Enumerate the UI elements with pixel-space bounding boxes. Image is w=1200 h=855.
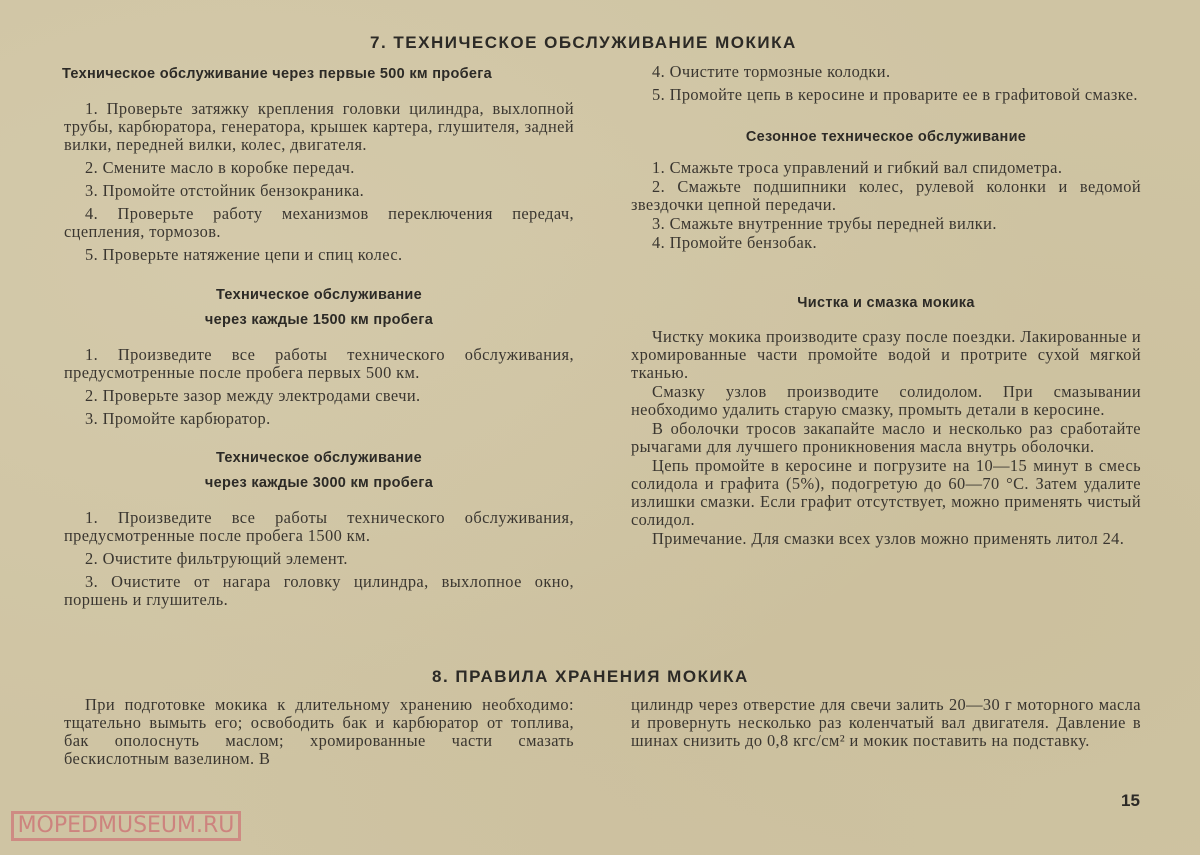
list-item: 1. Произведите все работы технического обслуживания, предусмотренные после пробега 1500 км. (64, 508, 574, 545)
list-item: 3. Смажьте внутренние трубы передней вилки. (652, 214, 997, 233)
list-item: 2. Очистите фильтрующий элемент. (85, 549, 348, 568)
list-item: 4. Очистите тормозные колодки. (652, 62, 891, 81)
note-paragraph: Примечание. Для смазки всех узлов можно применять литол 24. (652, 529, 1125, 548)
paragraph: При подготовке мокика к длительному хранению необходимо: тщательно вымыть его; освободить бак и карбюратор от топлива, бак ополоснуть маслом; хромированные части смазать бескислотным вазелином. В (64, 695, 574, 768)
storage-left-paragraph-block (64, 696, 574, 773)
paragraph: В оболочки тросов закапайте масло и несколько раз сработайте рычагами для лучшего проникновения масла внутрь оболочки. (631, 419, 1141, 456)
storage-right-paragraph-block (631, 696, 1141, 755)
seasonal-heading: Сезонное техническое обслуживание (745, 129, 1027, 145)
list-item: 1. Смажьте троса управлений и гибкий вал спидометра. (652, 158, 1063, 177)
paragraph: цилиндр через отверстие для свечи залить 20—30 г моторного масла и провернуть несколько раз коленчатый вал двигателя. Давление в шинах снизить до 0,8 кгс/см² и мокик поставить на подставку. (631, 695, 1141, 750)
every-1500-heading-line1: Техническое обслуживание (216, 287, 422, 303)
right-column (631, 63, 1141, 549)
watermark-stamp: MOPEDMUSEUM.RU (11, 811, 241, 841)
cleaning-heading: Чистка и смазка мокика (797, 295, 975, 311)
list-item: 4. Промойте бензобак. (652, 233, 817, 252)
list-item: 4. Проверьте работу механизмов переключения передач, сцепления, тормозов. (64, 204, 574, 241)
left-column (64, 62, 574, 614)
first-500-heading: Техническое обслуживание через первые 500 км пробега (62, 66, 492, 82)
every-3000-heading-line2: через каждые 3000 км пробега (204, 475, 434, 491)
section-8-title: 8. ПРАВИЛА ХРАНЕНИЯ МОКИКА (432, 667, 749, 686)
list-item: 2. Проверьте зазор между электродами свечи. (85, 386, 421, 405)
list-item: 3. Промойте отстойник бензокраника. (85, 181, 365, 200)
paragraph: Цепь промойте в керосине и погрузите на 10—15 минут в смесь солидола и графита (5%), подогретую до 60—70 °С. Затем удалите излишки смазки. Если графит отсутствует, можно применять чистый солидол. (631, 456, 1141, 529)
list-item: 1. Проверьте затяжку крепления головки цилиндра, выхлопной трубы, карбюратора, генератора, крышек картера, глушителя, задней вилки, передней вилки, колес, двигателя. (64, 99, 574, 154)
paragraph: Чистку мокика производите сразу после поездки. Лакированные и хромированные части промойте водой и протрите сухой мягкой тканью. (631, 327, 1141, 382)
paragraph: Смазку узлов производите солидолом. При смазывании необходимо удалить старую смазку, промыть детали в керосине. (631, 382, 1141, 419)
page-number: 15 (1121, 791, 1140, 810)
list-item: 2. Смажьте подшипники колес, рулевой колонки и ведомой звездочки цепной передачи. (631, 177, 1141, 214)
list-item: 5. Проверьте натяжение цепи и спиц колес. (85, 245, 403, 264)
list-item: 3. Промойте карбюратор. (85, 409, 271, 428)
section-7-title: 7. ТЕХНИЧЕСКОЕ ОБСЛУЖИВАНИЕ МОКИКА (370, 33, 797, 52)
list-item: 2. Смените масло в коробке передач. (85, 158, 355, 177)
list-item: 5. Промойте цепь в керосине и проварите ее в графитовой смазке. (652, 85, 1138, 104)
every-3000-heading-line1: Техническое обслуживание (216, 450, 422, 466)
list-item: 3. Очистите от нагара головку цилиндра, выхлопное окно, поршень и глушитель. (64, 572, 574, 609)
list-item: 1. Произведите все работы технического обслуживания, предусмотренные после пробега первых 500 км. (64, 345, 574, 382)
every-1500-heading-line2: через каждые 1500 км пробега (204, 312, 434, 328)
